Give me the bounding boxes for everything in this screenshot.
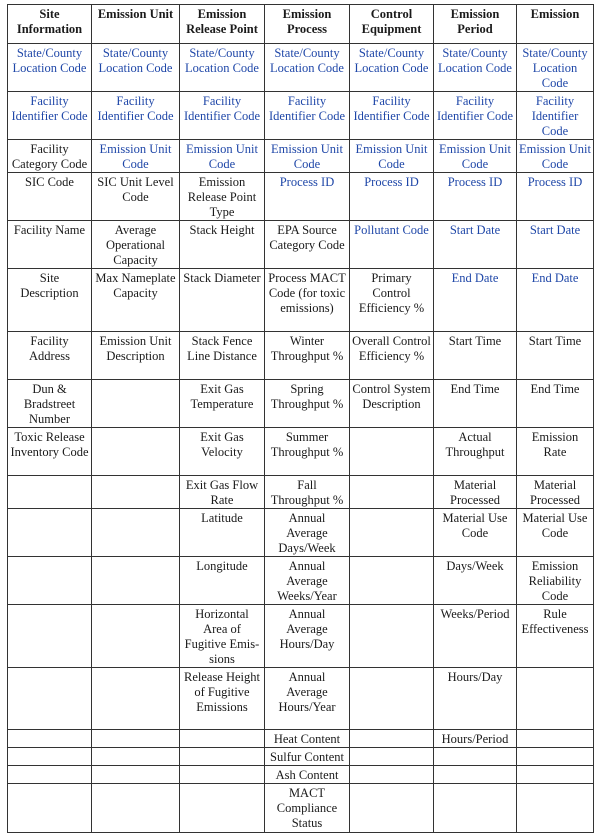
table-cell: Material Processed (517, 476, 594, 509)
table-cell: Overall Control Efficiency % (350, 332, 434, 380)
table-row (8, 730, 594, 748)
empty-cell (350, 668, 434, 730)
table-row (8, 428, 594, 476)
col-header-site-information: Site Information (8, 5, 92, 44)
empty-cell (92, 476, 180, 509)
table-row (8, 269, 594, 332)
empty-cell (92, 748, 180, 766)
table-row (8, 784, 594, 833)
table-row (8, 221, 594, 269)
table-row (8, 44, 594, 92)
table-cell: Control System Description (350, 380, 434, 428)
table-cell[interactable]: Facility Identifier Code (8, 92, 92, 140)
col-header-emission-period: Emission Period (434, 5, 517, 44)
table-cell: EPA Source Category Code (265, 221, 350, 269)
table-cell[interactable]: State/County Location Code (434, 44, 517, 92)
table-cell: Primary Control Efficiency % (350, 269, 434, 332)
empty-cell (92, 605, 180, 668)
table-cell: Material Use Code (434, 509, 517, 557)
table-cell: Start Time (517, 332, 594, 380)
table-cell[interactable]: Process ID (517, 173, 594, 221)
table-row (8, 557, 594, 605)
table-cell: SIC Code (8, 173, 92, 221)
table-cell[interactable]: Start Date (517, 221, 594, 269)
table-cell[interactable]: Process ID (265, 173, 350, 221)
table-cell[interactable]: Facility Identifier Code (92, 92, 180, 140)
table-cell: Annual Average Weeks/Year (265, 557, 350, 605)
table-cell: Latitude (180, 509, 265, 557)
empty-cell (92, 784, 180, 833)
table-cell: Facility Category Code (8, 140, 92, 173)
table-cell: Site Description (8, 269, 92, 332)
table-cell[interactable]: Facility Identifier Code (180, 92, 265, 140)
table-cell: Days/Week (434, 557, 517, 605)
table-cell: Ash Content (265, 766, 350, 784)
table-cell[interactable]: End Date (517, 269, 594, 332)
empty-cell (180, 766, 265, 784)
empty-cell (8, 748, 92, 766)
table-cell: Hours/Day (434, 668, 517, 730)
table-cell: Exit Gas Velocity (180, 428, 265, 476)
table-row (8, 476, 594, 509)
table-cell[interactable]: End Date (434, 269, 517, 332)
table-row (8, 332, 594, 380)
table-cell: Winter Throughput % (265, 332, 350, 380)
table-cell: SIC Unit Level Code (92, 173, 180, 221)
empty-cell (517, 784, 594, 833)
empty-cell (350, 605, 434, 668)
table-cell[interactable]: State/County Location Code (265, 44, 350, 92)
table-cell: Horizontal Area of Fugitive Emissions (180, 605, 265, 668)
empty-cell (350, 557, 434, 605)
table-cell: Stack Diameter (180, 269, 265, 332)
empty-cell (8, 476, 92, 509)
empty-cell (350, 784, 434, 833)
table-cell: Dun & Bradstreet Number (8, 380, 92, 428)
empty-cell (350, 766, 434, 784)
table-cell: Facility Address (8, 332, 92, 380)
table-cell[interactable]: Emission Unit Code (92, 140, 180, 173)
col-header-control-equipment: Control Equipment (350, 5, 434, 44)
col-header-emission-unit: Emission Unit (92, 5, 180, 44)
table-cell: Hours/Period (434, 730, 517, 748)
table-cell: Emission Unit Description (92, 332, 180, 380)
table-cell: Annual Average Days/Week (265, 509, 350, 557)
table-cell[interactable]: Facility Identifier Code (517, 92, 594, 140)
col-header-emission-release-point: Emission Release Point (180, 5, 265, 44)
table-cell[interactable]: Process ID (350, 173, 434, 221)
table-cell: Process MACT Code (for toxic emissions) (265, 269, 350, 332)
header-row (8, 5, 594, 44)
empty-cell (8, 509, 92, 557)
empty-cell (8, 766, 92, 784)
table-row (8, 92, 594, 140)
table-cell[interactable]: Facility Identifier Code (434, 92, 517, 140)
table-cell: Material Processed (434, 476, 517, 509)
table-cell[interactable]: Facility Identifier Code (265, 92, 350, 140)
table-cell: Heat Content (265, 730, 350, 748)
table-cell[interactable]: Process ID (434, 173, 517, 221)
empty-cell (517, 668, 594, 730)
empty-cell (517, 766, 594, 784)
empty-cell (92, 509, 180, 557)
table-cell: Facility Name (8, 221, 92, 269)
table-cell[interactable]: State/County Location Code (8, 44, 92, 92)
empty-cell (350, 730, 434, 748)
table-cell: End Time (434, 380, 517, 428)
table-cell[interactable]: Start Date (434, 221, 517, 269)
table-cell: Start Time (434, 332, 517, 380)
table-cell[interactable]: State/County Location Code (517, 44, 594, 92)
table-cell[interactable]: Emission Unit Code (265, 140, 350, 173)
table-row (8, 748, 594, 766)
table-cell: End Time (517, 380, 594, 428)
table-cell: Fall Throughput % (265, 476, 350, 509)
col-header-emission-process: Emission Process (265, 5, 350, 44)
empty-cell (180, 730, 265, 748)
table-cell[interactable]: Facility Identifier Code (350, 92, 434, 140)
table-row (8, 509, 594, 557)
table-cell: Stack Height (180, 221, 265, 269)
empty-cell (350, 476, 434, 509)
table-row (8, 766, 594, 784)
empty-cell (92, 730, 180, 748)
table-cell: Stack Fence Line Distance (180, 332, 265, 380)
table-cell[interactable]: Emission Unit Code (517, 140, 594, 173)
empty-cell (92, 668, 180, 730)
table-cell[interactable]: State/County Location Code (180, 44, 265, 92)
table-cell: Sulfur Content (265, 748, 350, 766)
empty-cell (92, 557, 180, 605)
table-row (8, 173, 594, 221)
table-cell: Material Use Code (517, 509, 594, 557)
empty-cell (8, 730, 92, 748)
table-cell[interactable]: State/County Location Code (350, 44, 434, 92)
col-header-emission: Emission (517, 5, 594, 44)
empty-cell (350, 748, 434, 766)
empty-cell (434, 784, 517, 833)
empty-cell (8, 668, 92, 730)
empty-cell (434, 766, 517, 784)
table-cell: Release Height of Fugitive Emissions (180, 668, 265, 730)
table-cell: Annual Average Hours/Year (265, 668, 350, 730)
table-row (8, 140, 594, 173)
table-row (8, 380, 594, 428)
empty-cell (350, 428, 434, 476)
empty-cell (517, 730, 594, 748)
table-cell: Longitude (180, 557, 265, 605)
empty-cell (92, 766, 180, 784)
table-cell: Summer Throughput % (265, 428, 350, 476)
table-cell: Exit Gas Flow Rate (180, 476, 265, 509)
table-cell: Exit Gas Temperature (180, 380, 265, 428)
table-cell: Max Nameplate Capacity (92, 269, 180, 332)
table-cell[interactable]: Emission Unit Code (350, 140, 434, 173)
table-cell: Weeks/Period (434, 605, 517, 668)
empty-cell (434, 748, 517, 766)
table-cell[interactable]: State/County Location Code (92, 44, 180, 92)
table-cell: Actual Throughput (434, 428, 517, 476)
table-cell[interactable]: Pollutant Code (350, 221, 434, 269)
table-cell: Emission Reliability Code (517, 557, 594, 605)
empty-cell (8, 784, 92, 833)
table-cell: Emission Rate (517, 428, 594, 476)
empty-cell (180, 784, 265, 833)
empty-cell (92, 428, 180, 476)
table-cell: Toxic Release Inventory Code (8, 428, 92, 476)
table-cell: MACT Compliance Status (265, 784, 350, 833)
table-cell[interactable]: Emission Unit Code (434, 140, 517, 173)
table-body (8, 44, 594, 833)
empty-cell (92, 380, 180, 428)
table-cell: Average Operational Capacity (92, 221, 180, 269)
empty-cell (8, 605, 92, 668)
empty-cell (350, 509, 434, 557)
empty-cell (180, 748, 265, 766)
empty-cell (8, 557, 92, 605)
table-cell: Emission Release Point Type (180, 173, 265, 221)
table-cell[interactable]: Emission Unit Code (180, 140, 265, 173)
data-elements-table (7, 4, 594, 833)
table-cell: Rule Effectiveness (517, 605, 594, 668)
table-cell: Annual Average Hours/Day (265, 605, 350, 668)
table-cell: Spring Throughput % (265, 380, 350, 428)
table-row (8, 668, 594, 730)
empty-cell (517, 748, 594, 766)
table-row (8, 605, 594, 668)
